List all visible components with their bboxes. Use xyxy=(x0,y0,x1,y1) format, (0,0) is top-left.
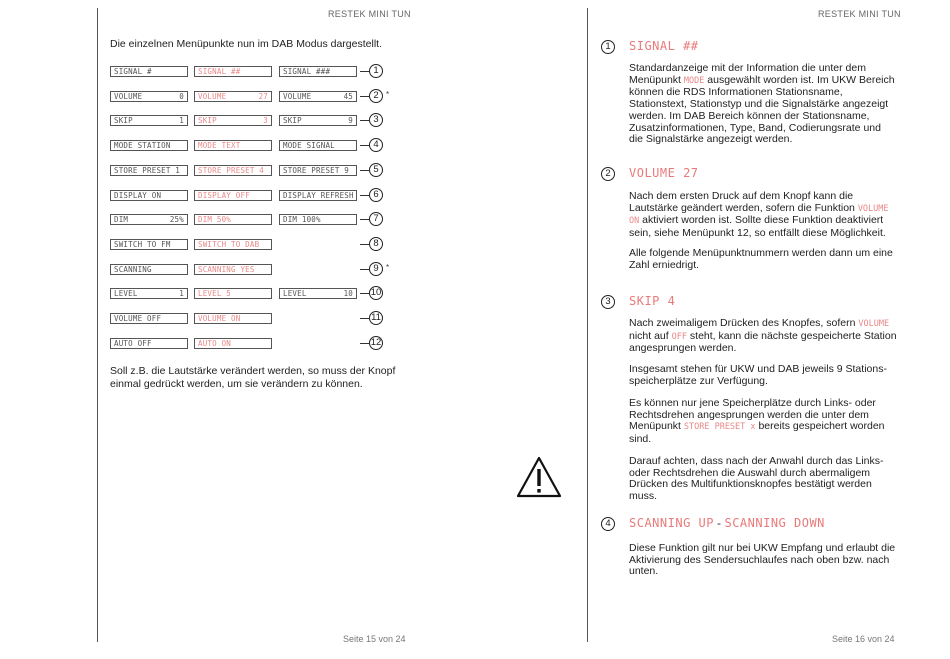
lcd-display-box xyxy=(110,239,188,250)
lcd-text: SIGNAL ### xyxy=(283,67,331,76)
paragraph-text: Nach dem ersten Druck auf dem Knopf kann die Lautstärke geändert werden, sofern die Funktion xyxy=(629,190,858,214)
lcd-text: SCANNING YES xyxy=(198,265,255,274)
menu-item-number: 4 xyxy=(369,138,383,152)
lcd-display-box xyxy=(279,66,357,77)
left-page-footer: Seite 15 von 24 xyxy=(343,634,406,644)
volume-note: Soll z.B. die Lautstärke verändert werden, so muss der Knopf einmal gedrückt werden, um sie verändern zu können. xyxy=(110,365,396,390)
lcd-display-box xyxy=(279,140,357,151)
section-paragraph xyxy=(629,456,897,503)
lcd-display-box xyxy=(194,66,272,77)
lcd-display-box xyxy=(279,214,357,225)
menu-item-number: 6 xyxy=(369,188,383,202)
lcd-text: VOLUME xyxy=(114,92,143,101)
menu-item-number: 11 xyxy=(369,311,383,325)
lcd-keyword: VOLUME ON xyxy=(629,203,889,227)
lcd-text: DIM 100% xyxy=(283,215,321,224)
lcd-text: LEVEL 5 xyxy=(198,289,232,298)
leader-line xyxy=(360,343,369,344)
right-page-header: RESTEK MINI TUN xyxy=(818,9,901,19)
lcd-text: DISPLAY REFRESH xyxy=(283,191,354,200)
lcd-text: AUTO ON xyxy=(198,339,232,348)
lcd-text: MODE TEXT xyxy=(198,141,241,150)
menu-item-number: 10 xyxy=(370,287,382,298)
lcd-text: VOLUME xyxy=(283,92,312,101)
lcd-value: 27 xyxy=(258,92,268,101)
paragraph-text: ausgewählt worden ist. Im UKW Bereich können die RDS Informationen Stationsname, Stationstext, Stationstyp und die Signalstärke angezeigt werden. Im DAB Bereich können der Stationsname, Zusatzinformationen, Type, Band, Codierungsrate und die Signalstärke angezeigt werden. xyxy=(629,73,895,146)
lcd-display-box xyxy=(110,165,188,176)
lcd-text: SWITCH TO DAB xyxy=(198,240,260,249)
lcd-value: 45 xyxy=(343,92,353,101)
lcd-text: DISPLAY ON xyxy=(114,191,162,200)
leader-line xyxy=(360,318,369,319)
lcd-display-box xyxy=(194,239,272,250)
lcd-text: SIGNAL # xyxy=(114,67,152,76)
leader-line xyxy=(360,170,369,171)
paragraph-text: Nach zweimaligem Drücken des Knopfes, sofern xyxy=(629,317,859,329)
lcd-value: 25% xyxy=(169,215,184,224)
paragraph-text: Insgesamt stehen für UKW und DAB jeweils 9 Stations-speicherplätze zur Verfügung. xyxy=(629,363,887,387)
paragraph-text: steht, kann die nächste gespeicherte Station angesprungen werden. xyxy=(629,329,897,355)
section-number: 1 xyxy=(601,40,615,54)
lcd-text: AUTO OFF xyxy=(114,339,152,348)
leader-line xyxy=(360,195,369,196)
lcd-keyword: VOLUME xyxy=(858,319,890,329)
menu-item-number: 7 xyxy=(369,212,383,226)
leader-line xyxy=(360,269,369,270)
lcd-text: SKIP xyxy=(198,116,217,125)
section-number: 3 xyxy=(601,295,615,309)
lcd-display-box xyxy=(279,190,357,201)
intro-text: Die einzelnen Menüpunkte nun im DAB Modus dargestellt. xyxy=(110,38,382,50)
lcd-text: DIM 50% xyxy=(198,215,232,224)
lcd-display-box xyxy=(110,66,188,77)
lcd-value: 3 xyxy=(263,116,268,125)
lcd-display-box xyxy=(194,288,272,299)
leader-line xyxy=(360,219,369,220)
lcd-text: MODE STATION xyxy=(114,141,171,150)
menu-item-number: 1 xyxy=(369,64,383,78)
lcd-text: SKIP xyxy=(114,116,133,125)
section-title: SKIP 4 xyxy=(629,294,676,308)
lcd-text: VOLUME OFF xyxy=(114,314,162,323)
lcd-keyword: OFF xyxy=(671,331,687,342)
right-margin-line xyxy=(587,8,588,642)
leader-line xyxy=(360,71,369,72)
lcd-display-box xyxy=(194,264,272,275)
lcd-display-box xyxy=(194,115,272,126)
section-paragraph xyxy=(629,63,897,146)
section-title-part: SCANNING UP xyxy=(629,516,714,530)
lcd-text: SCANNING xyxy=(114,265,152,274)
section-title xyxy=(629,516,825,530)
leader-line xyxy=(360,145,369,146)
menu-item-number: 5 xyxy=(369,163,383,177)
section-paragraph xyxy=(629,248,897,271)
lcd-text: VOLUME ON xyxy=(198,314,241,323)
paragraph-text: Darauf achten, dass nach der Anwahl durch das Links- oder Rechtsdrehen die Auswahl durch abermaligem Drücken des Multifunktionsknopfes bestätigt werden muss. xyxy=(629,455,884,503)
paragraph-text: Standardanzeige mit der Information die unter dem Menüpunkt xyxy=(629,62,866,86)
lcd-display-box xyxy=(194,91,272,102)
section-title: SIGNAL ## xyxy=(629,39,699,53)
lcd-value: 1 xyxy=(179,116,184,125)
paragraph-text: nicht auf xyxy=(629,329,672,342)
lcd-text: SKIP xyxy=(283,116,302,125)
lcd-display-box xyxy=(194,190,272,201)
section-number: 4 xyxy=(601,517,615,531)
lcd-display-box xyxy=(279,288,357,299)
lcd-text: DISPLAY OFF xyxy=(198,191,250,200)
section-paragraph xyxy=(629,543,897,578)
leader-line xyxy=(360,120,369,121)
lcd-display-box xyxy=(279,115,357,126)
lcd-text: SWITCH TO FM xyxy=(114,240,171,249)
lcd-display-box xyxy=(194,338,272,349)
leader-line xyxy=(360,293,369,294)
lcd-display-box xyxy=(110,115,188,126)
menu-item-number: 8 xyxy=(369,237,383,251)
lcd-display-box xyxy=(279,91,357,102)
section-title-part: - xyxy=(716,516,722,530)
section-title: VOLUME 27 xyxy=(629,166,699,180)
right-page-footer: Seite 16 von 24 xyxy=(832,634,895,644)
lcd-display-box xyxy=(110,190,188,201)
lcd-text: VOLUME xyxy=(198,92,227,101)
lcd-display-box xyxy=(194,214,272,225)
lcd-display-box xyxy=(110,140,188,151)
lcd-text: LEVEL xyxy=(114,289,138,298)
lcd-text: MODE SIGNAL xyxy=(283,141,335,150)
footnote-star: * xyxy=(386,263,390,272)
paragraph-text: bereits gespeichert worden sind. xyxy=(629,420,885,446)
leader-line xyxy=(360,244,369,245)
paragraph-text: Diese Funktion gilt nur bei UKW Empfang und erlaubt die Aktivierung des Sendersuchlaufes nach oben bzw. nach unten. xyxy=(629,542,896,578)
lcd-display-box xyxy=(110,288,188,299)
lcd-keyword: STORE PRESET x xyxy=(683,422,756,433)
paragraph-text: Es können nur jene Speicherplätze durch Links- oder Rechtsdrehen angesprungen werden die unter dem Menüpunkt xyxy=(629,397,876,433)
footnote-star: * xyxy=(386,90,390,99)
lcd-text: SIGNAL ## xyxy=(198,67,241,76)
left-page-header: RESTEK MINI TUN xyxy=(328,9,411,19)
lcd-text: DIM xyxy=(114,215,129,224)
lcd-display-box xyxy=(194,140,272,151)
lcd-value: 0 xyxy=(179,92,184,101)
lcd-value: 10 xyxy=(343,289,353,298)
leader-line xyxy=(360,96,369,97)
lcd-display-box xyxy=(110,264,188,275)
lcd-text: STORE PRESET 1 xyxy=(114,166,181,175)
lcd-display-box xyxy=(194,165,272,176)
paragraph-text: aktiviert worden ist. Sollte diese Funktion deaktiviert sein, siehe Menüpunkt 12, so entfällt diese Möglichkeit. xyxy=(629,214,886,240)
warning-triangle-icon xyxy=(516,456,562,503)
lcd-display-box xyxy=(110,313,188,324)
section-title-part: SCANNING DOWN xyxy=(724,516,825,530)
lcd-text: LEVEL xyxy=(283,289,307,298)
lcd-text: STORE PRESET 9 xyxy=(283,166,350,175)
section-paragraph xyxy=(629,364,897,387)
lcd-display-box xyxy=(194,313,272,324)
section-number: 2 xyxy=(601,167,615,181)
lcd-keyword: MODE xyxy=(683,75,705,86)
lcd-display-box xyxy=(279,165,357,176)
left-margin-line xyxy=(97,8,98,642)
paragraph-text: Alle folgende Menüpunktnummern werden dann um eine Zahl erniedrigt. xyxy=(629,247,893,271)
section-paragraph xyxy=(629,318,897,355)
menu-item-number: 3 xyxy=(369,113,383,127)
lcd-display-box xyxy=(110,338,188,349)
menu-item-number: 2 xyxy=(369,89,383,103)
section-paragraph xyxy=(629,191,897,240)
lcd-value: 9 xyxy=(348,116,353,125)
lcd-value: 1 xyxy=(179,289,184,298)
lcd-text: STORE PRESET 4 xyxy=(198,166,265,175)
lcd-display-box xyxy=(110,91,188,102)
menu-item-number: 12 xyxy=(370,337,382,348)
section-paragraph xyxy=(629,398,897,446)
lcd-display-box xyxy=(110,214,188,225)
menu-item-number: 9 xyxy=(369,262,383,276)
